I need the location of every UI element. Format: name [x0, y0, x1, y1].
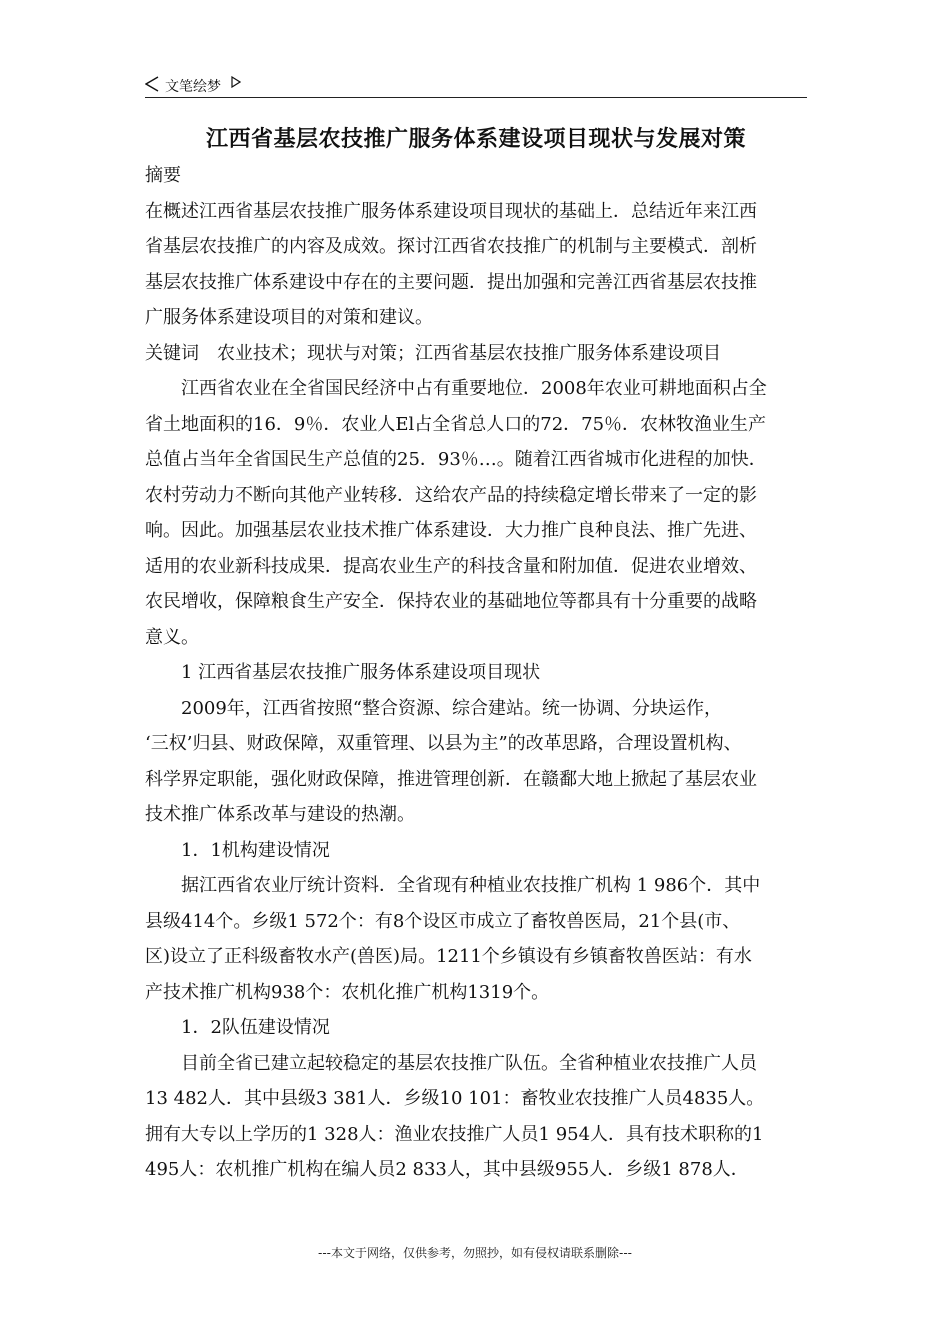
page-header	[145, 74, 807, 98]
paragraph-line: 农民增收，保障粮食生产安全．保持农业的基础地位等都具有十分重要的战略	[145, 591, 757, 612]
document-title: 江西省基层农技推广服务体系建设项目现状与发展对策	[205, 127, 746, 152]
paragraph-line: 适用的农业新科技成果．提高农业生产的科技含量和附加值．促进农业增效、	[145, 555, 757, 577]
paragraph-line: 意义。	[145, 626, 199, 648]
paragraph-line: 技术推广体系改革与建设的热潮。	[145, 804, 415, 825]
paragraph-line: 495人：农机推广机构在编人员2 833人，其中县级955人．乡级1 878人．	[145, 1159, 749, 1180]
right-triangle-icon	[231, 76, 241, 88]
section-heading: 1 江西省基层农技推广服务体系建设项目现状	[181, 662, 541, 683]
abstract-line: 基层农技推广体系建设中存在的主要问题．提出加强和完善江西省基层农技推	[145, 271, 757, 293]
paragraph-line: 2009年，江西省按照“整合资源、综合建站。统一协调、分块运作，	[181, 697, 723, 719]
paragraph-line: 江西省农业在全省国民经济中占有重要地位．2008年农业可耕地面积占全	[181, 378, 767, 399]
keywords-line: 关键词 农业技术；现状与对策；江西省基层农技推广服务体系建设项目	[145, 342, 721, 364]
subsection-heading: 1．1机构建设情况	[181, 839, 330, 861]
paragraph-line: 拥有大专以上学历的1 328人：渔业农技推广人员1 954人．具有技术职称的1	[145, 1123, 764, 1145]
paragraph-line: 据江西省农业厅统计资料．全省现有种植业农技推广机构 1 986个．其中	[181, 875, 761, 896]
paragraph-line: 县级414个。乡级1 572个：有8个设区市成立了畜牧兽医局，21个县(市、	[145, 910, 741, 932]
left-triangle-icon	[145, 76, 159, 92]
abstract-line: 在概述江西省基层农技推广服务体系建设项目现状的基础上．总结近年来江西	[145, 200, 757, 222]
paragraph-line: 目前全省已建立起较稳定的基层农技推广队伍。全省种植业农技推广人员	[181, 1052, 757, 1074]
paragraph-line: 总值占当年全省国民生产总值的25．93％…。随着江西省城市化进程的加快．	[145, 449, 767, 470]
paragraph-line: 13 482人．其中县级3 381人．乡级10 101：畜牧业农技推广人员4835人。	[145, 1088, 765, 1109]
abstract-line: 省基层农技推广的内容及成效。探讨江西省农技推广的机制与主要模式．剖析	[145, 236, 757, 257]
header-divider	[145, 97, 807, 98]
paragraph-line: 响。因此。加强基层农业技术推广体系建设．大力推广良种良法、推广先进、	[145, 520, 757, 541]
header-brand: 文笔绘梦	[165, 79, 221, 95]
paragraph-line: ‘三权’归县、财政保障，双重管理、以县为主”的改革思路，合理设置机构、	[145, 733, 742, 754]
abstract-line: 广服务体系建设项目的对策和建议。	[145, 307, 433, 328]
paragraph-line: 产技术推广机构938个：农机化推广机构1319个。	[145, 981, 550, 1003]
paragraph-line: 农村劳动力不断向其他产业转移．这给农产品的持续稳定增长带来了一定的影	[145, 484, 757, 506]
subsection-heading: 1．2队伍建设情况	[181, 1017, 330, 1038]
abstract-heading: 摘要	[145, 165, 181, 186]
document-body	[145, 158, 810, 1188]
page-footer: ---本文于网络，仅供参考，勿照抄，如有侵权请联系删除---	[318, 1246, 632, 1260]
paragraph-line: 省土地面积的16．9％．农业人El占全省总人口的72．75％．农林牧渔业生产	[145, 413, 767, 435]
paragraph-line: 科学界定职能，强化财政保障，推进管理创新．在赣鄱大地上掀起了基层农业	[145, 768, 757, 790]
paragraph-line: 区)设立了正科级畜牧水产(兽医)局。1211个乡镇设有乡镇畜牧兽医站：有水	[145, 946, 752, 967]
